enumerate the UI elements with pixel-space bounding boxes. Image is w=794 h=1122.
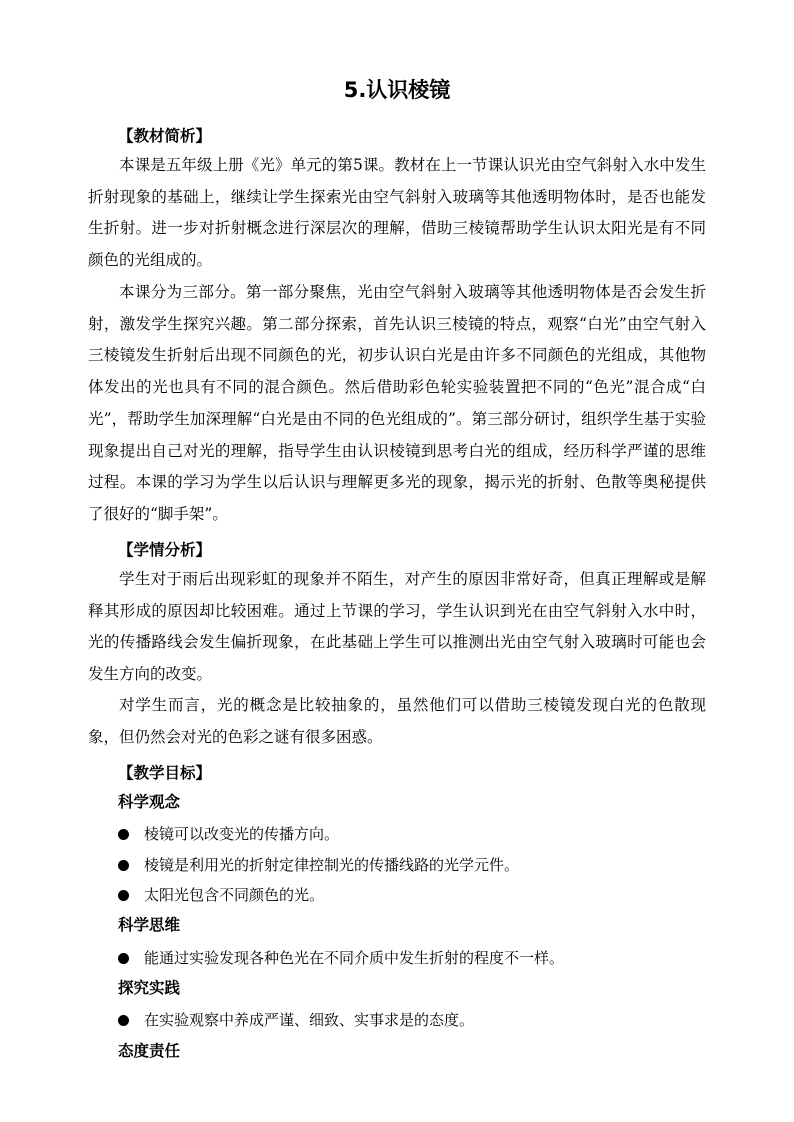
subheading-science-thinking: 科学思维 <box>118 916 181 934</box>
paragraph-analysis-2: 本课分为三部分。第一部分聚焦，光由空气斜射入玻璃等其他透明物体是否会发生折射，激发学生探究兴趣。第二部分探索，首先认识三棱镜的特点，观察“白光”由空气射入三棱镜发生折射后出现不同颜色的光，初步认识白光是由许多不同颜色的光组成，其他物体发出的光也具有不同的混合颜色。然后借助彩色轮实验装置把不同的“色光”混合成“白光”，帮助学生加深理解“白光是由不同的色光组成的”。第三部分研讨，组织学生基于实验现象提出自己对光的理解，指导学生由认识棱镜到思考白光的组成，经历科学严谨的思维过程。本课的学习为学生以后认识与理解更多光的现象，揭示光的折射、色散等奥秘提供了很好的“脚手架”。 <box>88 283 706 523</box>
subheading-science-concept: 科学观念 <box>118 793 181 811</box>
section-heading-students: 【学情分析】 <box>118 541 212 559</box>
list-item: 太阳光包含不同颜色的光。 <box>118 883 324 907</box>
bullet-icon <box>118 860 129 871</box>
bullet-icon <box>118 1015 129 1026</box>
paragraph-students-2: 对学生而言，光的概念是比较抽象的，虽然他们可以借助三棱镜发现白光的色散现象，但仍然会对光的色彩之谜有很多困惑。 <box>88 696 706 746</box>
paragraph-students-1: 学生对于雨后出现彩虹的现象并不陌生，对产生的原因非常好奇，但真正理解或是解释其形成的原因却比较困难。通过上节课的学习，学生认识到光在由空气斜射入水中时，光的传播路线会发生偏折现象，在此基础上学生可以推测出光由空气射入玻璃时可能也会发生方向的改变。 <box>88 570 706 684</box>
bullet-icon <box>118 953 129 964</box>
paragraph-analysis-1: 本课是五年级上册《光》单元的第5课。教材在上一节课认识光由空气斜射入水中发生折射现象的基础上，继续让学生探索光由空气斜射入玻璃等其他透明物体时，是否也能发生折射。进一步对折射概念进行深层次的理解，借助三棱镜帮助学生认识太阳光是有不同颜色的光组成的。 <box>88 156 706 270</box>
list-item: 棱镜可以改变光的传播方向。 <box>118 822 339 846</box>
bullet-icon <box>118 890 129 901</box>
list-item: 棱镜是利用光的折射定律控制光的传播线路的光学元件。 <box>118 853 519 877</box>
list-item: 能通过实验发现各种色光在不同介质中发生折射的程度不一样。 <box>118 946 564 970</box>
subheading-attitude: 态度责任 <box>118 1042 181 1060</box>
list-item: 在实验观察中养成严谨、细致、实事求是的态度。 <box>118 1008 474 1032</box>
subheading-practice: 探究实践 <box>118 979 181 997</box>
section-heading-goals: 【教学目标】 <box>118 764 212 782</box>
page-title: 5.认识棱镜 <box>343 78 451 102</box>
section-heading-analysis: 【教材简析】 <box>118 127 212 145</box>
bullet-icon <box>118 829 129 840</box>
